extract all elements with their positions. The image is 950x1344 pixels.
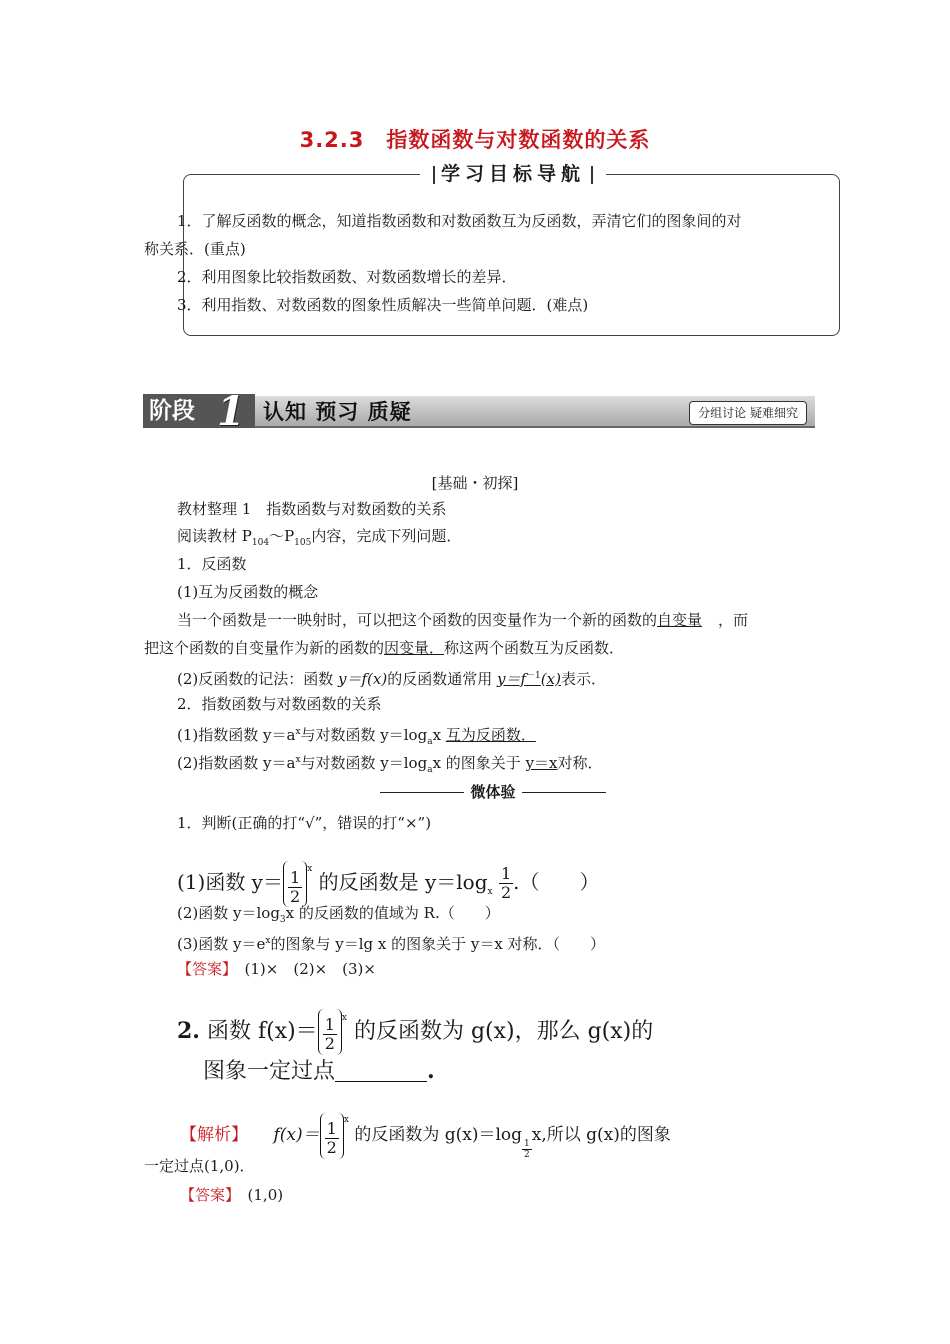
reading-note: 阅读教材 $P_{104}\sim P_{105}$内容，完成下列问题． [177, 527, 462, 548]
exp-log-inverse: (1)指数函数 $y=a^x$与对数函数 $y=\log_ax$ 互为反函数． [177, 726, 536, 747]
section-heading: 教材整理 1 指数函数与对数函数的关系 [177, 500, 447, 518]
definition-line-2: 把这个函数的自变量作为新的函数的因变量．称这两个函数互为反函数． [144, 639, 625, 657]
answer-2: 【答案】 (1,0) [180, 1186, 284, 1204]
goal-2: 2．利用图象比较指数函数、对数函数增长的差异． [177, 268, 517, 286]
stage-banner [143, 388, 815, 435]
notation-line: (2)反函数的记法：函数 y＝f(x)的反函数通常用 $y=f^{-1}(x)$表示． [177, 670, 606, 688]
question-2-cont: 图象一定过点 . [203, 1058, 435, 1084]
page-title: 3.2.3 指数函数与对数函数的关系 [299, 128, 651, 152]
stage-tag: 分组讨论 疑难细究 [689, 401, 807, 425]
question-1-1: (1)函数 y＝ $\frac{1}{2}$ $^x$ 的反函数是 $y=\log_x$ $\frac{1}{2}$ .（ ） [177, 846, 600, 915]
question-1-3: (3)函数 $y=e^x$的图象与 y＝lg x 的图象关于 y＝x 对称．（ ） [177, 935, 606, 953]
stage-number: 1 [217, 388, 245, 435]
heading-inverse-concept: (1)互为反函数的概念 [177, 583, 319, 601]
stage-badge: 阶段 [143, 394, 255, 428]
solution-cont: 一定过点(1,0)． [144, 1157, 255, 1175]
question-1: 1．判断(正确的打“√”，错误的打“×”) [177, 814, 432, 832]
answer-tag-2: 【答案】 [180, 1186, 233, 1204]
micro-experience-heading: 微体验 [380, 780, 606, 804]
solution: 【解析】 f(x)＝ $\frac{1}{2}$ $^x$ 的反函数为 g(x)＝log $\frac{1}{2}$ x,所以 g(x)的图象 [180, 1097, 671, 1160]
goal-1: 1．了解反函数的概念，知道指数函数和对数函数互为反函数，弄清它们的图象间的对 [177, 212, 742, 230]
heading-inverse: 1．反函数 [177, 555, 247, 573]
basic-heading: [基础・初探] [431, 474, 519, 492]
learning-goals-heading: 学习目标导航 [420, 160, 606, 188]
question-1-2: (2)函数 $y=\log_3x$ 的反函数的值域为 R.（ ） [177, 904, 500, 925]
answer-1: 【答案】 (1)× (2)× (3)× [177, 960, 376, 978]
exp-log-symmetry: (2)指数函数 $y=a^x$与对数函数 $y=\log_ax$ 的图象关于 y＝x对称． [177, 754, 603, 775]
solution-tag: 【解析】 [180, 1125, 240, 1145]
stage-title: 认知 预习 质疑 [263, 400, 412, 424]
answer-tag: 【答案】 [177, 960, 230, 978]
goal-3: 3．利用指数、对数函数的图象性质解决一些简单问题．(难点) [177, 296, 589, 314]
heading-exp-log: 2．指数函数与对数函数的关系 [177, 695, 382, 713]
definition-line-1: 当一个函数是一一映射时，可以把这个函数的因变量作为一个新的函数的自变量 ，而 [177, 611, 749, 629]
question-2: 2. 函数 f(x)＝ $\frac{1}{2}$ $^x$ 的反函数为 g(x)，那么 g(x)的 [177, 995, 653, 1055]
goal-1-cont: 称关系．(重点) [144, 240, 246, 258]
